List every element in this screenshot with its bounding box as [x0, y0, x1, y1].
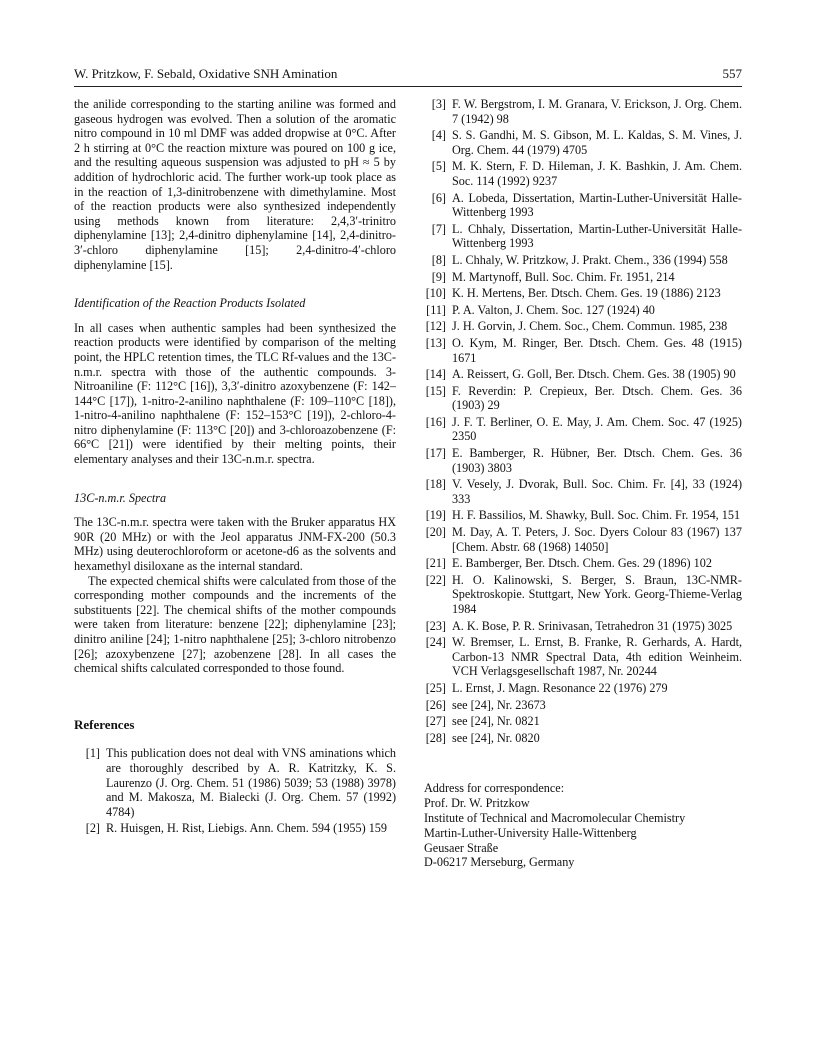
reference-text: P. A. Valton, J. Chem. Soc. 127 (1924) 40 — [452, 302, 655, 317]
reference-number: [1] — [85, 746, 100, 761]
reference-item — [74, 821, 396, 836]
reference-text: L. Ernst, J. Magn. Resonance 22 (1976) 279 — [452, 680, 668, 695]
reference-number: [11] — [426, 302, 446, 317]
reference-text: M. K. Stern, F. D. Hileman, J. K. Bashkin, J. Am. Chem. Soc. 114 (1992) 9237 — [452, 159, 742, 188]
reference-number: [5] — [431, 159, 446, 174]
reference-text: see [24], Nr. 0820 — [452, 730, 540, 745]
reference-item — [424, 270, 742, 285]
reference-item — [424, 698, 742, 713]
identification-paragraph: In all cases when authentic samples had been synthesized the reaction products were identified by comparison of the melting point, the HPLC retention times, the TLC Rf-values and the 13C-n.m.r. spectra with those of the authentic compounds. 3-Nitroaniline (F: 112°C [16]), 3,3′-dinitro azoxybenzene (F: 142–144°C [17]), 1-nitro-2-anilino naphthalene (F: 109–110°C [18]), 1-nitro-4-anilino naphthalene (F: 152–153°C [19]), 2-chloro-4-nitro diphenylamine (F: 113°C [20]) and 3-chloroazobenzene (F: 66°C [21]) were identified by their melting points, their elementary analyses and their 13C-n.m.r. spectra. — [74, 320, 396, 467]
reference-item — [424, 731, 742, 746]
reference-number: [27] — [425, 714, 446, 729]
left-column — [74, 97, 396, 838]
reference-item — [424, 128, 742, 157]
reference-text: J. H. Gorvin, J. Chem. Soc., Chem. Commun. 1985, 238 — [452, 319, 728, 334]
reference-item — [424, 384, 742, 413]
reference-number: [28] — [425, 730, 446, 745]
reference-number: [21] — [425, 556, 446, 571]
address-label: Address for correspondence: — [424, 781, 565, 796]
reference-number: [7] — [431, 221, 446, 236]
header-authors: W. Pritzkow, F. Sebald, Oxidative SNH Amination — [74, 66, 338, 81]
reference-number: [22] — [425, 572, 446, 587]
section-title-nmr: 13C-n.m.r. Spectra — [74, 490, 167, 505]
reference-item — [424, 415, 742, 444]
reference-item — [424, 222, 742, 251]
reference-item — [424, 508, 742, 523]
reference-number: [18] — [425, 477, 446, 492]
reference-item — [424, 619, 742, 634]
reference-text: O. Kym, M. Ringer, Ber. Dtsch. Chem. Ges. 48 (1915) 1671 — [452, 335, 742, 365]
reference-text: A. K. Bose, P. R. Srinivasan, Tetrahedron 31 (1975) 3025 — [452, 618, 733, 633]
reference-text: A. Reissert, G. Goll, Ber. Dtsch. Chem. Ges. 38 (1905) 90 — [452, 367, 736, 382]
reference-text: K. H. Mertens, Ber. Dtsch. Chem. Ges. 19 (1886) 2123 — [452, 286, 721, 301]
reference-item — [424, 556, 742, 571]
reference-number: [19] — [425, 508, 446, 523]
reference-text: F. Reverdin: P. Crepieux, Ber. Dtsch. Chem. Ges. 36 (1903) 29 — [452, 383, 742, 413]
reference-text: L. Chhaly, Dissertation, Martin-Luther-Universität Halle-Wittenberg 1993 — [452, 221, 742, 251]
reference-number: [15] — [425, 383, 446, 398]
reference-text: V. Vesely, J. Dvorak, Bull. Soc. Chim. Fr. [4], 33 (1924) 333 — [452, 477, 742, 506]
reference-text: W. Bremser, L. Ernst, B. Franke, R. Gerhards, A. Hardt, Carbon-13 NMR Spectral Data, 4th edition Weinheim. VCH Verlagsgesellschaft 1987, Nr. 20244 — [452, 635, 742, 679]
reference-text: This publication does not deal with VNS aminations which are thoroughly described by A. R. Katritzky, K. S. Laurenzo (J. Org. Chem. 51 (1986) 5039; 53 (1988) 3978) and M. Makosza, M. Bialecki (J. Org. Chem. 57 (1992) 4784) — [106, 746, 396, 819]
reference-text: H. O. Kalinowski, S. Berger, S. Braun, 13C-NMR-Spektroskopie. Stuttgart, New York. Georg-Thieme-Verlag 1984 — [452, 572, 742, 616]
reference-item — [424, 635, 742, 679]
reference-number: [4] — [431, 128, 446, 143]
reference-text: see [24], Nr. 0821 — [452, 714, 540, 729]
reference-number: [20] — [425, 525, 446, 540]
section-title-identification: Identification of the Reaction Products Isolated — [74, 296, 306, 311]
reference-item — [424, 303, 742, 318]
reference-item — [74, 746, 396, 819]
reference-text: A. Lobeda, Dissertation, Martin-Luther-Universität Halle-Wittenberg 1993 — [452, 190, 742, 220]
reference-item — [424, 253, 742, 268]
reference-item — [424, 319, 742, 334]
running-header — [74, 66, 742, 87]
reference-item — [424, 525, 742, 554]
address-line: Institute of Technical and Macromolecular Chemistry — [424, 810, 686, 825]
reference-number: [17] — [425, 446, 446, 461]
reference-number: [26] — [425, 697, 446, 712]
reference-number: [24] — [425, 635, 446, 650]
reference-item — [424, 446, 742, 475]
reference-number: [6] — [431, 190, 446, 205]
correspondence-address — [424, 781, 742, 870]
reference-item — [424, 681, 742, 696]
reference-list-left — [74, 746, 396, 836]
nmr-paragraph-2: The expected chemical shifts were calculated from those of the corresponding mother compounds and the increments of the substituents [22]. The chemical shifts of the mother compounds were taken from literature: benzene [22]; diphenylamine [23]; dinitro aniline [24]; 1-nitro naphthalene [25]; 3-chloro nitrobenzo [26]; azoxybenzene [27]; azobenzene [28]. In all cases the chemical shifts calculated corresponded to those found. — [74, 573, 396, 676]
reference-item — [424, 336, 742, 365]
reference-item — [424, 191, 742, 220]
reference-item — [424, 159, 742, 188]
reference-number: [16] — [425, 414, 446, 429]
reference-number: [10] — [425, 286, 446, 301]
reference-text: J. F. T. Berliner, O. E. May, J. Am. Chem. Soc. 47 (1925) 2350 — [452, 414, 742, 444]
reference-text: M. Day, A. T. Peters, J. Soc. Dyers Colour 83 (1967) 137 [Chem. Abstr. 68 (1968) 14050] — [452, 525, 742, 554]
reference-text: F. W. Bergstrom, I. M. Granara, V. Erickson, J. Org. Chem. 7 (1942) 98 — [452, 97, 742, 126]
reference-item — [424, 97, 742, 126]
reference-text: L. Chhaly, W. Pritzkow, J. Prakt. Chem., 336 (1994) 558 — [452, 252, 728, 267]
address-line: Martin-Luther-University Halle-Wittenberg — [424, 825, 637, 840]
reference-number: [2] — [85, 821, 100, 836]
nmr-paragraph-1: The 13C-n.m.r. spectra were taken with the Bruker apparatus HX 90R (20 MHz) or with the Jeol apparatus JNM-FX-200 (50.3 MHz) using deuterochloroform or acetone-d6 as the solvents and hexamethyl disiloxane as the internal standard. — [74, 515, 396, 574]
reference-item — [424, 367, 742, 382]
reference-number: [25] — [425, 680, 446, 695]
reference-number: [23] — [425, 618, 446, 633]
reference-item — [424, 573, 742, 617]
reference-number: [8] — [431, 252, 446, 267]
address-line: D-06217 Merseburg, Germany — [424, 855, 575, 870]
address-line: Geusaer Straße — [424, 840, 499, 855]
reference-number: [3] — [431, 97, 446, 111]
reference-number: [14] — [425, 367, 446, 382]
reference-text: R. Huisgen, H. Rist, Liebigs. Ann. Chem. 594 (1955) 159 — [106, 821, 387, 836]
reference-text: E. Bamberger, R. Hübner, Ber. Dtsch. Chem. Ges. 36 (1903) 3803 — [452, 446, 742, 475]
reference-text: E. Bamberger, Ber. Dtsch. Chem. Ges. 29 (1896) 102 — [452, 556, 712, 571]
reference-text: H. F. Bassilios, M. Shawky, Bull. Soc. Chim. Fr. 1954, 151 — [452, 508, 741, 523]
intro-paragraph: the anilide corresponding to the starting aniline was formed and gaseous hydrogen was evolved. Then a solution of the aromatic nitro compound in 10 ml DMF was added dropwise at 0°C. After 2 h stirring at 0°C the reaction mixture was poured on 100 g ice, and the resulting aqueous suspension was adjusted to pH ≈ 5 by addition of hydrochloric acid. The further work-up took place as in the reaction of 1,3-dinitrobenzene with dimethylamine. Most of the reaction products were also synthesized independently using methods known from literature: 2,4,3′-trinitro diphenylamine [13]; 2,4-dinitro diphenylamine [14], 2,4-dinitro-3′-chloro diphenylamine [15]; 2,4-dinitro-4′-chloro diphenylamine [15]. — [74, 97, 396, 272]
right-column — [424, 97, 742, 870]
reference-number: [12] — [425, 319, 446, 334]
reference-list-right — [424, 97, 742, 745]
reference-text: S. S. Gandhi, M. S. Gibson, M. L. Kaldas, S. M. Vines, J. Org. Chem. 44 (1979) 4705 — [452, 128, 742, 157]
reference-text: M. Martynoff, Bull. Soc. Chim. Fr. 1951, 214 — [452, 269, 675, 284]
reference-number: [13] — [425, 335, 446, 350]
address-line: Prof. Dr. W. Pritzkow — [424, 796, 530, 811]
reference-number: [9] — [431, 269, 446, 284]
page-number: 557 — [722, 66, 742, 81]
reference-item — [424, 477, 742, 506]
reference-item — [424, 714, 742, 729]
reference-item — [424, 286, 742, 301]
reference-text: see [24], Nr. 23673 — [452, 697, 546, 712]
references-heading: References — [74, 716, 135, 732]
